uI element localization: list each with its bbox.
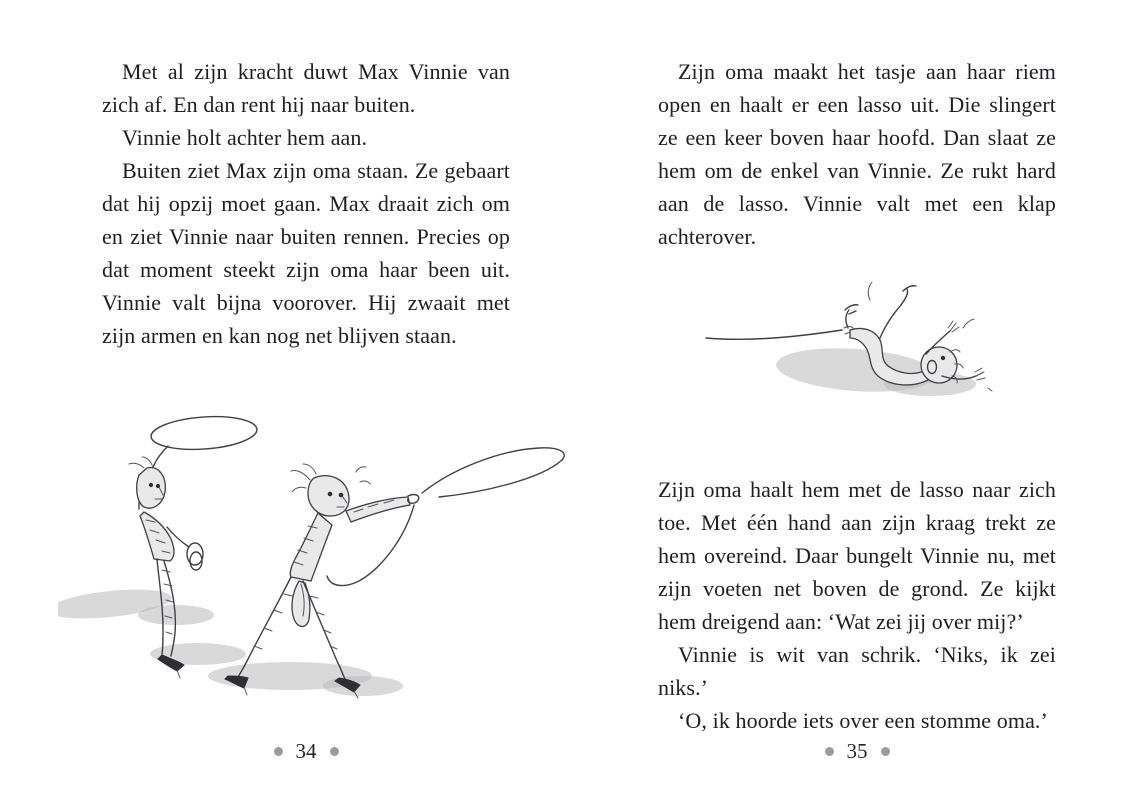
page-number-dot bbox=[881, 747, 890, 756]
left-page-text bbox=[102, 55, 510, 352]
paragraph-right-4: ‘O, ik hoorde iets over een stomme oma.’ bbox=[678, 708, 1048, 733]
paragraph-right-3: Vinnie is wit van schrik. ‘Niks, ik zei niks.’ bbox=[658, 642, 1056, 700]
lasso-rope bbox=[706, 327, 854, 340]
grandmas-lasso-illustration bbox=[58, 408, 603, 723]
paragraph-left-1: Met al zijn kracht duwt Max Vinnie van zich af. En dan rent hij naar buiten. bbox=[102, 59, 510, 117]
page-number-dot bbox=[825, 747, 834, 756]
right-page-number: 35 bbox=[846, 739, 868, 763]
paragraph-left-2: Vinnie holt achter hem aan. bbox=[122, 125, 368, 150]
vinnie-falling-illustration bbox=[698, 268, 1053, 420]
left-page-footer bbox=[102, 741, 510, 762]
grandma-figure-right bbox=[225, 448, 564, 698]
right-page-text-top bbox=[658, 55, 1056, 253]
paragraph-right-1: Zijn oma maakt het tasje aan haar riem open en haalt er een lasso uit. Die slingert ze een keer boven haar hoofd. Dan slaat ze hem om de enkel van Vinnie. Ze rukt hard aan de lasso. Vinnie valt met een klap achterover. bbox=[658, 59, 1056, 249]
paragraph-right-2: Zijn oma haalt hem met de lasso naar zich toe. Met één hand aan zijn kraag trekt ze hem overeind. Daar bungelt Vinnie nu, met zijn voeten net boven de grond. Ze kijkt hem dreigend aan: ‘Wat zei jij over mij?’ bbox=[658, 477, 1056, 634]
right-page-footer bbox=[658, 741, 1056, 762]
left-page-number: 34 bbox=[295, 739, 317, 763]
page-number-dot bbox=[274, 747, 283, 756]
grandma-figure-left bbox=[129, 413, 258, 678]
right-page-text-bottom bbox=[658, 473, 1056, 737]
page-number-dot bbox=[330, 747, 339, 756]
paragraph-left-3: Buiten ziet Max zijn oma staan. Ze gebaart dat hij opzij moet gaan. Max draait zich om en ziet Vinnie naar buiten rennen. Precies op dat moment steekt zijn oma haar been uit. Vinnie valt bijna voorover. Hij zwaait met zijn armen en kan nog net blijven staan. bbox=[102, 158, 510, 348]
